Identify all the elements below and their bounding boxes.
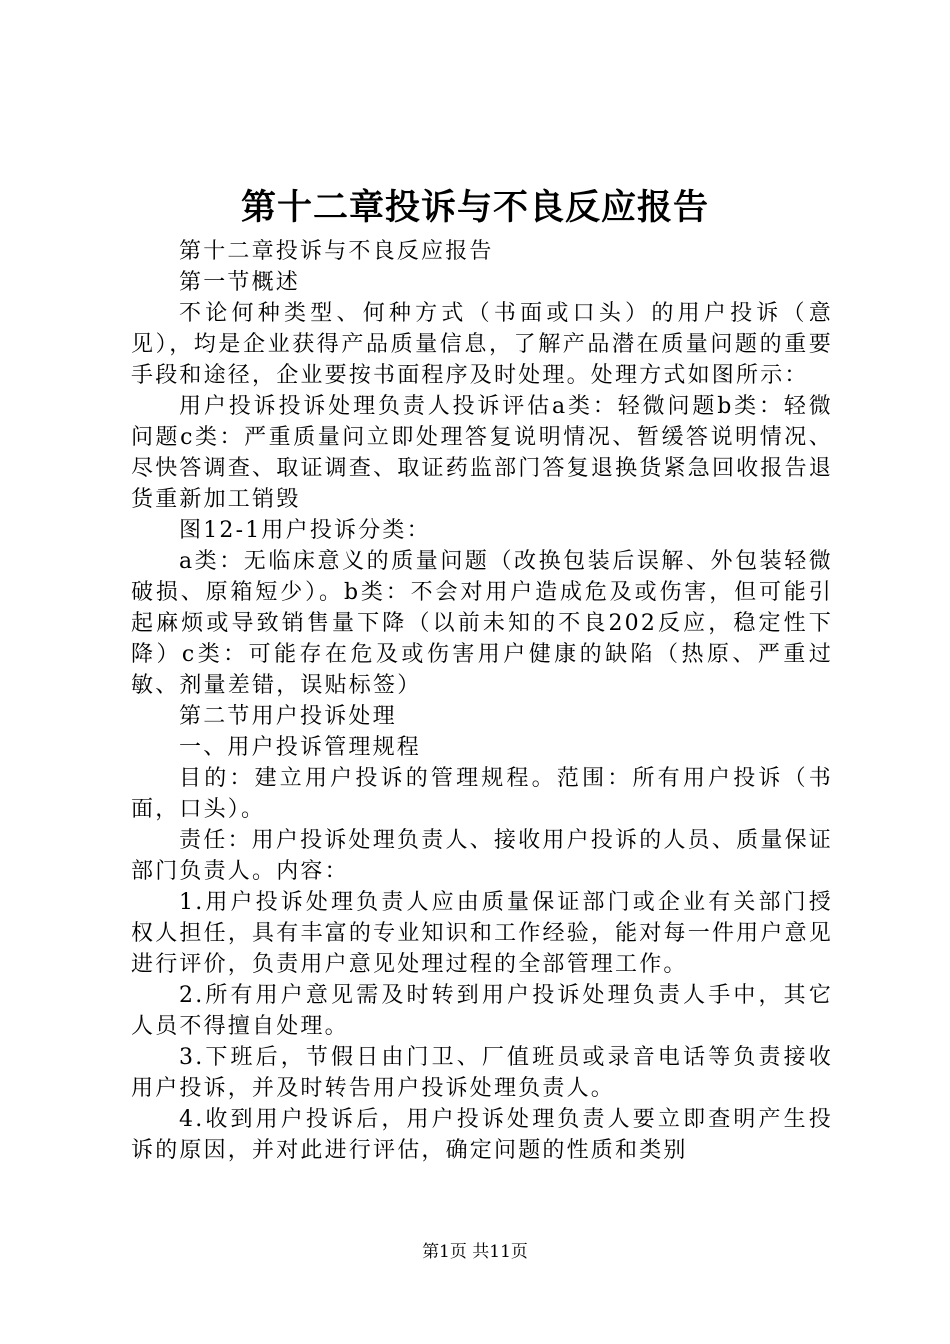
paragraph: 用户投诉投诉处理负责人投诉评估a类：轻微问题b类：轻微问题c类：严重质量问立即处理答复说明情况、暂缓答说明情况、尽快答调查、取证调查、取证药监部门答复退换货紧急回收报告退货重新加工销毁 bbox=[131, 394, 833, 512]
paragraph: 4.收到用户投诉后，用户投诉处理负责人要立即查明产生投诉的原因，并对此进行评估，确定问题的性质和类别 bbox=[131, 1107, 833, 1163]
document-title: 第十二章投诉与不良反应报告 bbox=[240, 187, 709, 228]
paragraph: 责任：用户投诉处理负责人、接收用户投诉的人员、质量保证部门负责人。内容： bbox=[131, 828, 833, 884]
page-footer: 第1页 共11页 bbox=[422, 1242, 528, 1262]
paragraph: 不论何种类型、何种方式（书面或口头）的用户投诉（意见），均是企业获得产品质量信息，了解产品潜在质量问题的重要手段和途径，企业要按书面程序及时处理。处理方式如图所示： bbox=[131, 301, 833, 388]
paragraph: 1.用户投诉处理负责人应由质量保证部门或企业有关部门授权人担任，具有丰富的专业知识和工作经验，能对每一件用户意见进行评价，负责用户意见处理过程的全部管理工作。 bbox=[131, 890, 833, 977]
paragraph: 第一节概述 bbox=[179, 270, 301, 295]
paragraph: 2.所有用户意见需及时转到用户投诉处理负责人手中，其它人员不得擅自处理。 bbox=[131, 983, 833, 1039]
paragraph: 第十二章投诉与不良反应报告 bbox=[179, 239, 494, 264]
document-body bbox=[131, 236, 833, 1166]
paragraph: a类：无临床意义的质量问题（改换包装后误解、外包装轻微破损、原箱短少）。b类：不会对用户造成危及或伤害，但可能引起麻烦或导致销售量下降（以前未知的不良202反应，稳定性下降）c类：可能存在危及或伤害用户健康的缺陷（热原、严重过敏、剂量差错，误贴标签） bbox=[131, 549, 833, 698]
paragraph: 一、用户投诉管理规程 bbox=[179, 735, 422, 760]
paragraph: 图12-1用户投诉分类： bbox=[179, 518, 431, 543]
paragraph: 第二节用户投诉处理 bbox=[179, 704, 397, 729]
paragraph: 3.下班后，节假日由门卫、厂值班员或录音电话等负责接收用户投诉，并及时转告用户投诉处理负责人。 bbox=[131, 1045, 833, 1101]
paragraph: 目的：建立用户投诉的管理规程。范围：所有用户投诉（书面，口头）。 bbox=[131, 766, 833, 822]
